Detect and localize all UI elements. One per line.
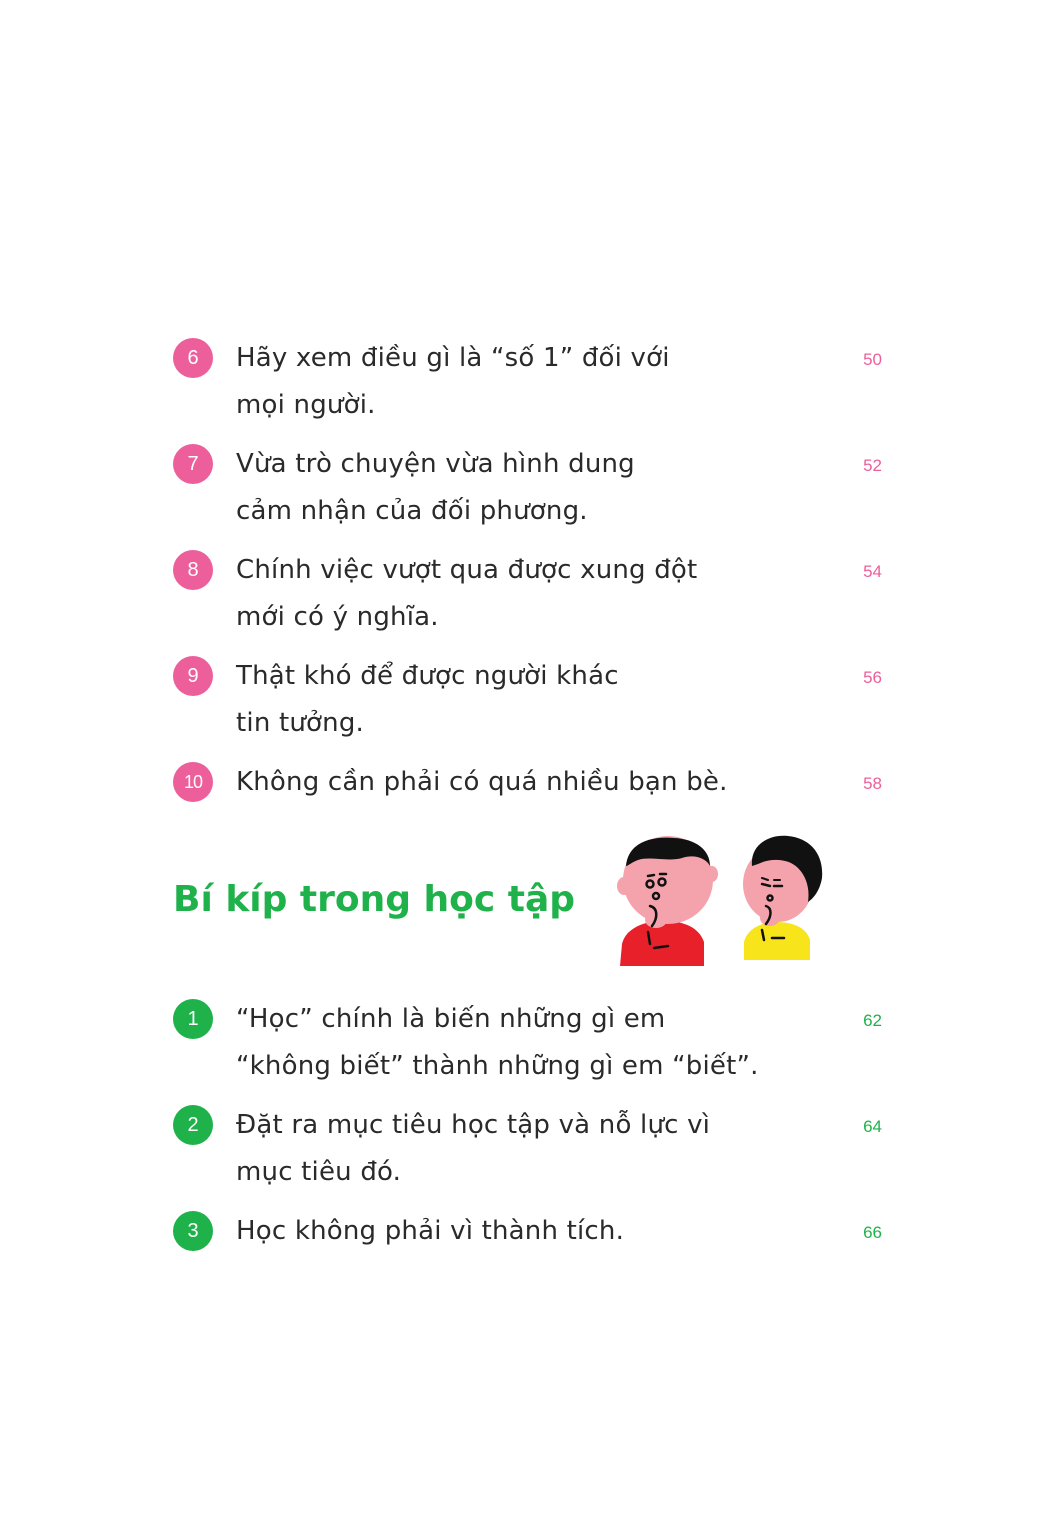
entry-title-line: “Học” chính là biến những gì em bbox=[236, 1004, 666, 1034]
entry-title bbox=[236, 441, 796, 535]
entry-title-line: Vừa trò chuyện vừa hình dung bbox=[236, 449, 635, 479]
entry-page-number: 50 bbox=[863, 350, 882, 369]
entry-page-number: 52 bbox=[863, 456, 882, 475]
toc-entry-1[interactable] bbox=[0, 999, 1040, 1099]
entry-page-number: 64 bbox=[863, 1117, 882, 1136]
entry-title bbox=[236, 335, 796, 429]
entry-page-number: 66 bbox=[863, 1223, 882, 1242]
entry-page-number: 62 bbox=[863, 1011, 882, 1030]
entry-title bbox=[236, 1208, 796, 1255]
entry-title bbox=[236, 1102, 796, 1196]
entry-number-badge: 8 bbox=[173, 550, 213, 590]
entry-title bbox=[236, 547, 796, 641]
toc-entry-9[interactable] bbox=[0, 656, 1040, 756]
entry-title-line: Đặt ra mục tiêu học tập và nỗ lực vì bbox=[236, 1110, 711, 1140]
toc-entry-7[interactable] bbox=[0, 444, 1040, 544]
two-kids-thinking-icon bbox=[610, 826, 840, 976]
entry-title-line: tin tưởng. bbox=[236, 708, 364, 738]
entry-number-badge: 1 bbox=[173, 999, 213, 1039]
entry-title-line: Học không phải vì thành tích. bbox=[236, 1216, 625, 1246]
toc-entry-2[interactable] bbox=[0, 1105, 1040, 1205]
entry-title-line: mục tiêu đó. bbox=[236, 1157, 402, 1187]
entry-number-badge: 3 bbox=[173, 1211, 213, 1251]
entry-title-line: Thật khó để được người khác bbox=[236, 661, 619, 691]
entry-number-badge: 6 bbox=[173, 338, 213, 378]
entry-title-line: mới có ý nghĩa. bbox=[236, 602, 439, 632]
entry-title-line: cảm nhận của đối phương. bbox=[236, 496, 588, 526]
section-title: Bí kíp trong học tập bbox=[173, 879, 576, 920]
toc-entry-10[interactable] bbox=[0, 762, 1040, 812]
boy-figure bbox=[617, 836, 718, 966]
entry-page-number: 58 bbox=[863, 774, 882, 793]
toc-entry-3[interactable] bbox=[0, 1211, 1040, 1261]
entry-title-line: mọi người. bbox=[236, 390, 376, 420]
entry-title bbox=[236, 653, 796, 747]
toc-entry-8[interactable] bbox=[0, 550, 1040, 650]
entry-title-line: “không biết” thành những gì em “biết”. bbox=[236, 1051, 759, 1081]
entry-title-line: Chính việc vượt qua được xung đột bbox=[236, 555, 698, 585]
entry-number-badge: 7 bbox=[173, 444, 213, 484]
entry-title-line: Hãy xem điều gì là “số 1” đối với bbox=[236, 343, 670, 373]
girl-figure bbox=[743, 836, 822, 960]
entry-title bbox=[236, 759, 796, 806]
entry-page-number: 54 bbox=[863, 562, 882, 581]
entry-number-badge: 10 bbox=[173, 762, 213, 802]
toc-entry-6[interactable] bbox=[0, 338, 1040, 438]
entry-number-badge: 9 bbox=[173, 656, 213, 696]
entry-title-line: Không cần phải có quá nhiều bạn bè. bbox=[236, 767, 728, 797]
entry-title bbox=[236, 996, 796, 1090]
entry-number-badge: 2 bbox=[173, 1105, 213, 1145]
entry-page-number: 56 bbox=[863, 668, 882, 687]
